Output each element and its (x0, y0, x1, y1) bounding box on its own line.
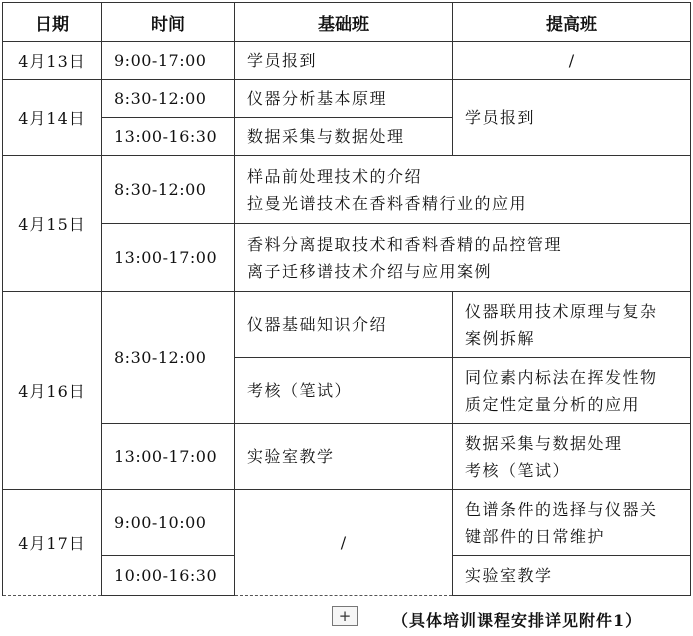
table-row (3, 292, 691, 358)
date-cell: 4月14日 (3, 80, 102, 156)
table-row (3, 424, 691, 490)
footnote: （具体培训课程安排详见附件1） (392, 611, 643, 630)
advanced-cell: 学员报到 (453, 80, 691, 156)
advanced-cell: 同位素内标法在挥发性物 质定性定量分析的应用 (453, 358, 691, 424)
combined-course-cell: 香料分离提取技术和香料香精的品控管理 离子迁移谱技术介绍与应用案例 (235, 224, 691, 292)
footer (0, 604, 693, 632)
basic-cell: 实验室教学 (235, 424, 453, 490)
advanced-cell: 数据采集与数据处理 考核（笔试） (453, 424, 691, 490)
basic-cell: 数据采集与数据处理 (235, 118, 453, 156)
basic-cell: / (235, 490, 453, 596)
header-advanced-class: 提高班 (453, 3, 691, 42)
time-cell: 13:00-17:00 (102, 224, 235, 292)
header-time: 时间 (102, 3, 235, 42)
date-cell: 4月17日 (3, 490, 102, 596)
basic-cell: 学员报到 (235, 42, 453, 80)
table-row (3, 490, 691, 556)
date-cell: 4月15日 (3, 156, 102, 292)
header-row (3, 3, 691, 42)
header-date: 日期 (3, 3, 102, 42)
time-cell: 9:00-17:00 (102, 42, 235, 80)
table-row (3, 156, 691, 224)
time-cell: 8:30-12:00 (102, 80, 235, 118)
table-row (3, 42, 691, 80)
basic-cell: 仪器基础知识介绍 (235, 292, 453, 358)
table-row (3, 224, 691, 292)
schedule-table (2, 2, 691, 596)
time-cell: 8:30-12:00 (102, 156, 235, 224)
header-basic-class: 基础班 (235, 3, 453, 42)
date-cell: 4月13日 (3, 42, 102, 80)
advanced-cell: 色谱条件的选择与仪器关 键部件的日常维护 (453, 490, 691, 556)
advanced-cell: 实验室教学 (453, 556, 691, 596)
time-cell: 8:30-12:00 (102, 292, 235, 424)
expand-button[interactable]: + (332, 606, 358, 626)
time-cell: 10:00-16:30 (102, 556, 235, 596)
basic-cell: 考核（笔试） (235, 358, 453, 424)
table-row (3, 80, 691, 118)
time-cell: 9:00-10:00 (102, 490, 235, 556)
date-cell: 4月16日 (3, 292, 102, 490)
advanced-cell: / (453, 42, 691, 80)
time-cell: 13:00-16:30 (102, 118, 235, 156)
advanced-cell: 仪器联用技术原理与复杂 案例拆解 (453, 292, 691, 358)
time-cell: 13:00-17:00 (102, 424, 235, 490)
combined-course-cell: 样品前处理技术的介绍 拉曼光谱技术在香料香精行业的应用 (235, 156, 691, 224)
basic-cell: 仪器分析基本原理 (235, 80, 453, 118)
